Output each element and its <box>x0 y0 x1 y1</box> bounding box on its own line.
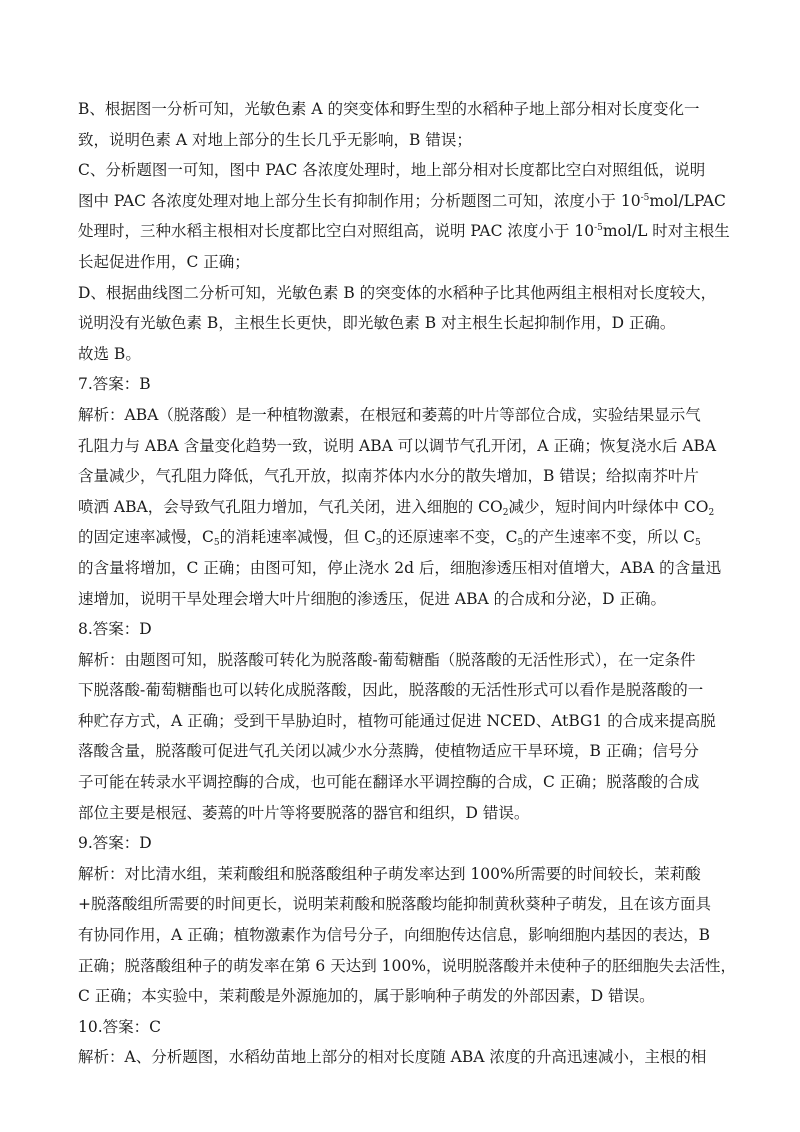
text-line <box>78 216 738 247</box>
text-run: 下脱落酸-葡萄糖酯也可以转化成脱落酸，因此，脱落酸的无活性形式可以看作是脱落酸的一 <box>78 681 704 700</box>
text-line <box>78 339 738 370</box>
text-run: 正确；脱落酸组种子的萌发率在第 6 天达到 100%，说明脱落酸并未使种子的胚细胞失去活性， <box>78 956 736 975</box>
text-line <box>78 859 738 890</box>
text-line <box>78 951 738 982</box>
text-line <box>78 1012 738 1043</box>
text-run: 故选 B。 <box>78 344 141 363</box>
text-run: 8.答案：D <box>78 620 152 639</box>
text-line <box>78 614 738 645</box>
text-run: mol/LPAC <box>649 191 726 210</box>
text-run: 说明没有光敏色素 B，主根生长更快，即光敏色素 B 对主根生长起抑制作用，D 正确。 <box>78 314 676 333</box>
answer-explanation-text <box>78 94 738 1073</box>
text-run: 速增加，说明干旱处理会增大叶片细胞的渗透压，促进 ABA 的合成和分泌，D 正确。 <box>78 589 666 608</box>
text-run: 图中 PAC 各浓度处理对地上部分生长有抑制作用；分析题图二可知，浓度小于 10 <box>78 191 641 210</box>
subscript: 2 <box>708 507 715 518</box>
text-line <box>78 431 738 462</box>
text-run: 7.答案：B <box>78 375 151 394</box>
text-line <box>78 981 738 1012</box>
text-run: 解析：A、分析题图，水稻幼苗地上部分的相对长度随 ABA 浓度的升高迅速减小，主根的相 <box>78 1048 707 1067</box>
text-run: C 正确；本实验中，茉莉酸是外源施加的，属于影响种子萌发的外部因素，D 错误。 <box>78 987 655 1006</box>
text-line <box>78 736 738 767</box>
text-line <box>78 278 738 309</box>
text-run: 减少，短时间内叶绿体中 CO <box>508 497 709 516</box>
text-run: 10.答案：C <box>78 1017 162 1036</box>
text-run: 解析：由题图可知，脱落酸可转化为脱落酸-葡萄糖酯（脱落酸的无活性形式），在一定条件 <box>78 650 696 669</box>
subscript: 2 <box>502 507 509 518</box>
text-run: 落酸含量，脱落酸可促进气孔关闭以减少水分蒸腾，使植物适应干旱环境，B 正确；信号分 <box>78 742 699 761</box>
text-line <box>78 553 738 584</box>
text-line <box>78 675 738 706</box>
text-run: 部位主要是根冠、萎蔫的叶片等将要脱落的器官和组织，D 错误。 <box>78 803 530 822</box>
text-line <box>78 645 738 676</box>
text-run: 9.答案：D <box>78 834 152 853</box>
text-run: 长起促进作用，C 正确； <box>78 252 250 271</box>
text-line <box>78 706 738 737</box>
text-line <box>78 767 738 798</box>
text-run: 处理时，三种水稻主根相对长度都比空白对照组高，说明 PAC 浓度小于 10 <box>78 222 595 241</box>
text-line <box>78 584 738 615</box>
text-line <box>78 186 738 217</box>
subscript: 5 <box>213 538 220 549</box>
text-line <box>78 920 738 951</box>
text-run: 喷洒 ABA，会导致气孔阻力增加，气孔关闭，进入细胞的 CO <box>78 497 503 516</box>
text-run: 有协同作用，A 正确；植物激素作为信号分子，向细胞传达信息，影响细胞内基因的表达，B <box>78 926 711 945</box>
text-run: 孔阻力与 ABA 含量变化趋势一致，说明 ABA 可以调节气孔开闭，A 正确；恢复浇水后 ABA <box>78 436 717 455</box>
text-run: 含量减少，气孔阻力降低，气孔开放，拟南芥体内水分的散失增加，B 错误；给拟南芥叶片 <box>78 467 699 486</box>
text-line <box>78 155 738 186</box>
subscript: 5 <box>517 538 524 549</box>
text-run: B、根据图一分析可知，光敏色素 A 的突变体和野生型的水稻种子地上部分相对长度变化一 <box>78 100 700 118</box>
text-line <box>78 461 738 492</box>
text-run: 致，说明色素 A 对地上部分的生长几乎无影响，B 错误； <box>78 130 472 149</box>
text-line <box>78 400 738 431</box>
superscript: -5 <box>640 192 650 203</box>
subscript: 3 <box>375 538 382 549</box>
text-run: +脱落酸组所需要的时间更长，说明茉莉酸和脱落酸均能抑制黄秋葵种子萌发，且在该方面具 <box>78 895 711 914</box>
text-run: C、分析题图一可知，图中 PAC 各浓度处理时，地上部分相对长度都比空白对照组低，说明 <box>78 161 706 180</box>
text-run: 子可能在转录水平调控酶的合成，也可能在翻译水平调控酶的合成，C 正确；脱落酸的合成 <box>78 773 700 792</box>
text-run: mol/L 时对主根生 <box>602 222 730 241</box>
text-line <box>78 369 738 400</box>
text-run: 的含量将增加，C 正确；由图可知，停止浇水 2d 后，细胞渗透压相对值增大，ABA 的含量迅 <box>78 558 722 577</box>
text-line <box>78 94 738 125</box>
text-line <box>78 828 738 859</box>
text-run: 种贮存方式，A 正确；受到干旱胁迫时，植物可能通过促进 NCED、AtBG1 的合成来提高脱 <box>78 711 716 730</box>
text-run: D、根据曲线图二分析可知，光敏色素 B 的突变体的水稻种子比其他两组主根相对长度较大， <box>78 283 717 302</box>
text-run: 的产生速率不变，所以 C <box>523 528 696 547</box>
text-line <box>78 247 738 278</box>
text-run: 的还原速率不变，C <box>381 528 518 547</box>
text-run: 的固定速率减慢，C <box>78 528 214 547</box>
text-line <box>78 889 738 920</box>
text-line <box>78 522 738 553</box>
text-run: 解析：对比清水组，茉莉酸组和脱落酸组种子萌发率达到 100%所需要的时间较长，茉莉酸 <box>78 864 701 883</box>
text-run: 解析：ABA（脱落酸）是一种植物激素，在根冠和萎蔫的叶片等部位合成，实验结果显示气 <box>78 405 701 424</box>
text-line <box>78 798 738 829</box>
text-run: 的消耗速率减慢，但 C <box>219 528 376 547</box>
text-line <box>78 1042 738 1073</box>
text-line <box>78 308 738 339</box>
text-line <box>78 492 738 523</box>
text-line <box>78 125 738 156</box>
superscript: -5 <box>594 223 603 234</box>
subscript: 5 <box>695 538 701 549</box>
